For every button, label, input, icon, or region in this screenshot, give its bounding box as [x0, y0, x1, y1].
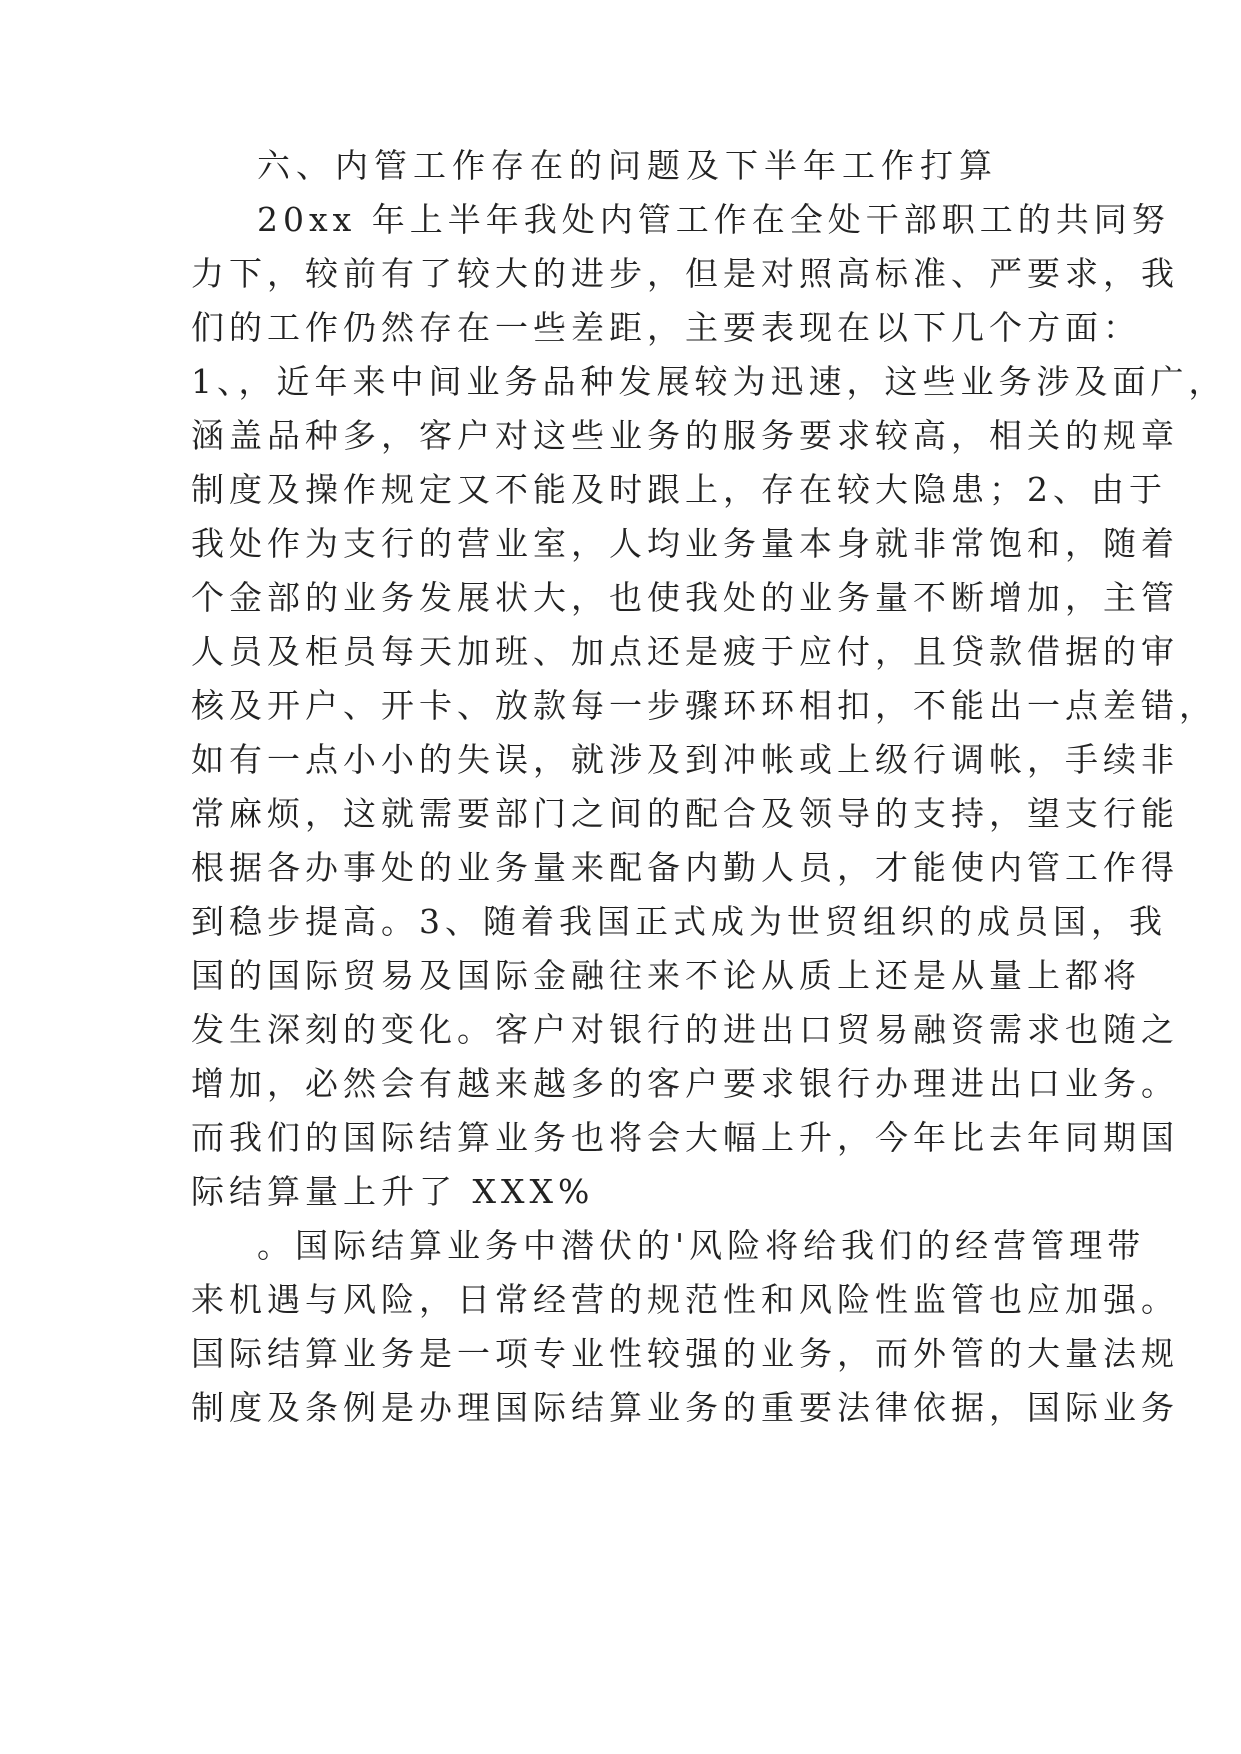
paragraph-line: 发生深刻的变化。客户对银行的进出口贸易融资需求也随之: [191, 1010, 1179, 1049]
paragraph-line: 们的工作仍然存在一些差距，主要表现在以下几个方面：: [191, 308, 1141, 347]
paragraph-line: 1、，近年来中间业务品种发展较为迅速，这些业务涉及面广，: [191, 362, 1227, 401]
section-heading: 六、内管工作存在的问题及下半年工作打算: [257, 146, 998, 185]
paragraph-line: 个金部的业务发展状大，也使我处的业务量不断增加，主管: [191, 578, 1179, 617]
paragraph-line: 来机遇与风险，日常经营的规范性和风险性监管也应加强。: [191, 1280, 1179, 1319]
paragraph-line: 人员及柜员每天加班、加点还是疲于应付，且贷款借据的审: [191, 632, 1179, 671]
paragraph-line: 力下，较前有了较大的进步，但是对照高标准、严要求，我: [191, 254, 1179, 293]
paragraph-line: 增加，必然会有越来越多的客户要求银行办理进出口业务。: [191, 1064, 1179, 1103]
paragraph-line: 涵盖品种多，客户对这些业务的服务要求较高，相关的规章: [191, 416, 1179, 455]
paragraph-line: 核及开户、开卡、放款每一步骤环环相扣，不能出一点差错，: [191, 686, 1217, 725]
paragraph-line: 到稳步提高。3、随着我国正式成为世贸组织的成员国，我: [191, 902, 1167, 941]
paragraph-line: 国的国际贸易及国际金融往来不论从质上还是从量上都将: [191, 956, 1141, 995]
paragraph-line: 如有一点小小的失误，就涉及到冲帐或上级行调帐，手续非: [191, 740, 1179, 779]
paragraph-line: 制度及操作规定又不能及时跟上，存在较大隐患；2、由于: [191, 470, 1167, 509]
paragraph-line: 20xx 年上半年我处内管工作在全处干部职工的共同努: [257, 200, 1170, 239]
paragraph-line: 际结算量上升了 XXX%: [191, 1172, 595, 1211]
paragraph-line: 根据各办事处的业务量来配备内勤人员，才能使内管工作得: [191, 848, 1179, 887]
paragraph-line: 我处作为支行的营业室，人均业务量本身就非常饱和，随着: [191, 524, 1179, 563]
paragraph-line: 国际结算业务是一项专业性较强的业务，而外管的大量法规: [191, 1334, 1179, 1373]
paragraph-line: 。国际结算业务中潜伏的'风险将给我们的经营管理带: [257, 1226, 1146, 1265]
paragraph-line: 而我们的国际结算业务也将会大幅上升，今年比去年同期国: [191, 1118, 1179, 1157]
paragraph-line: 制度及条例是办理国际结算业务的重要法律依据，国际业务: [191, 1388, 1179, 1427]
paragraph-line: 常麻烦，这就需要部门之间的配合及领导的支持，望支行能: [191, 794, 1179, 833]
